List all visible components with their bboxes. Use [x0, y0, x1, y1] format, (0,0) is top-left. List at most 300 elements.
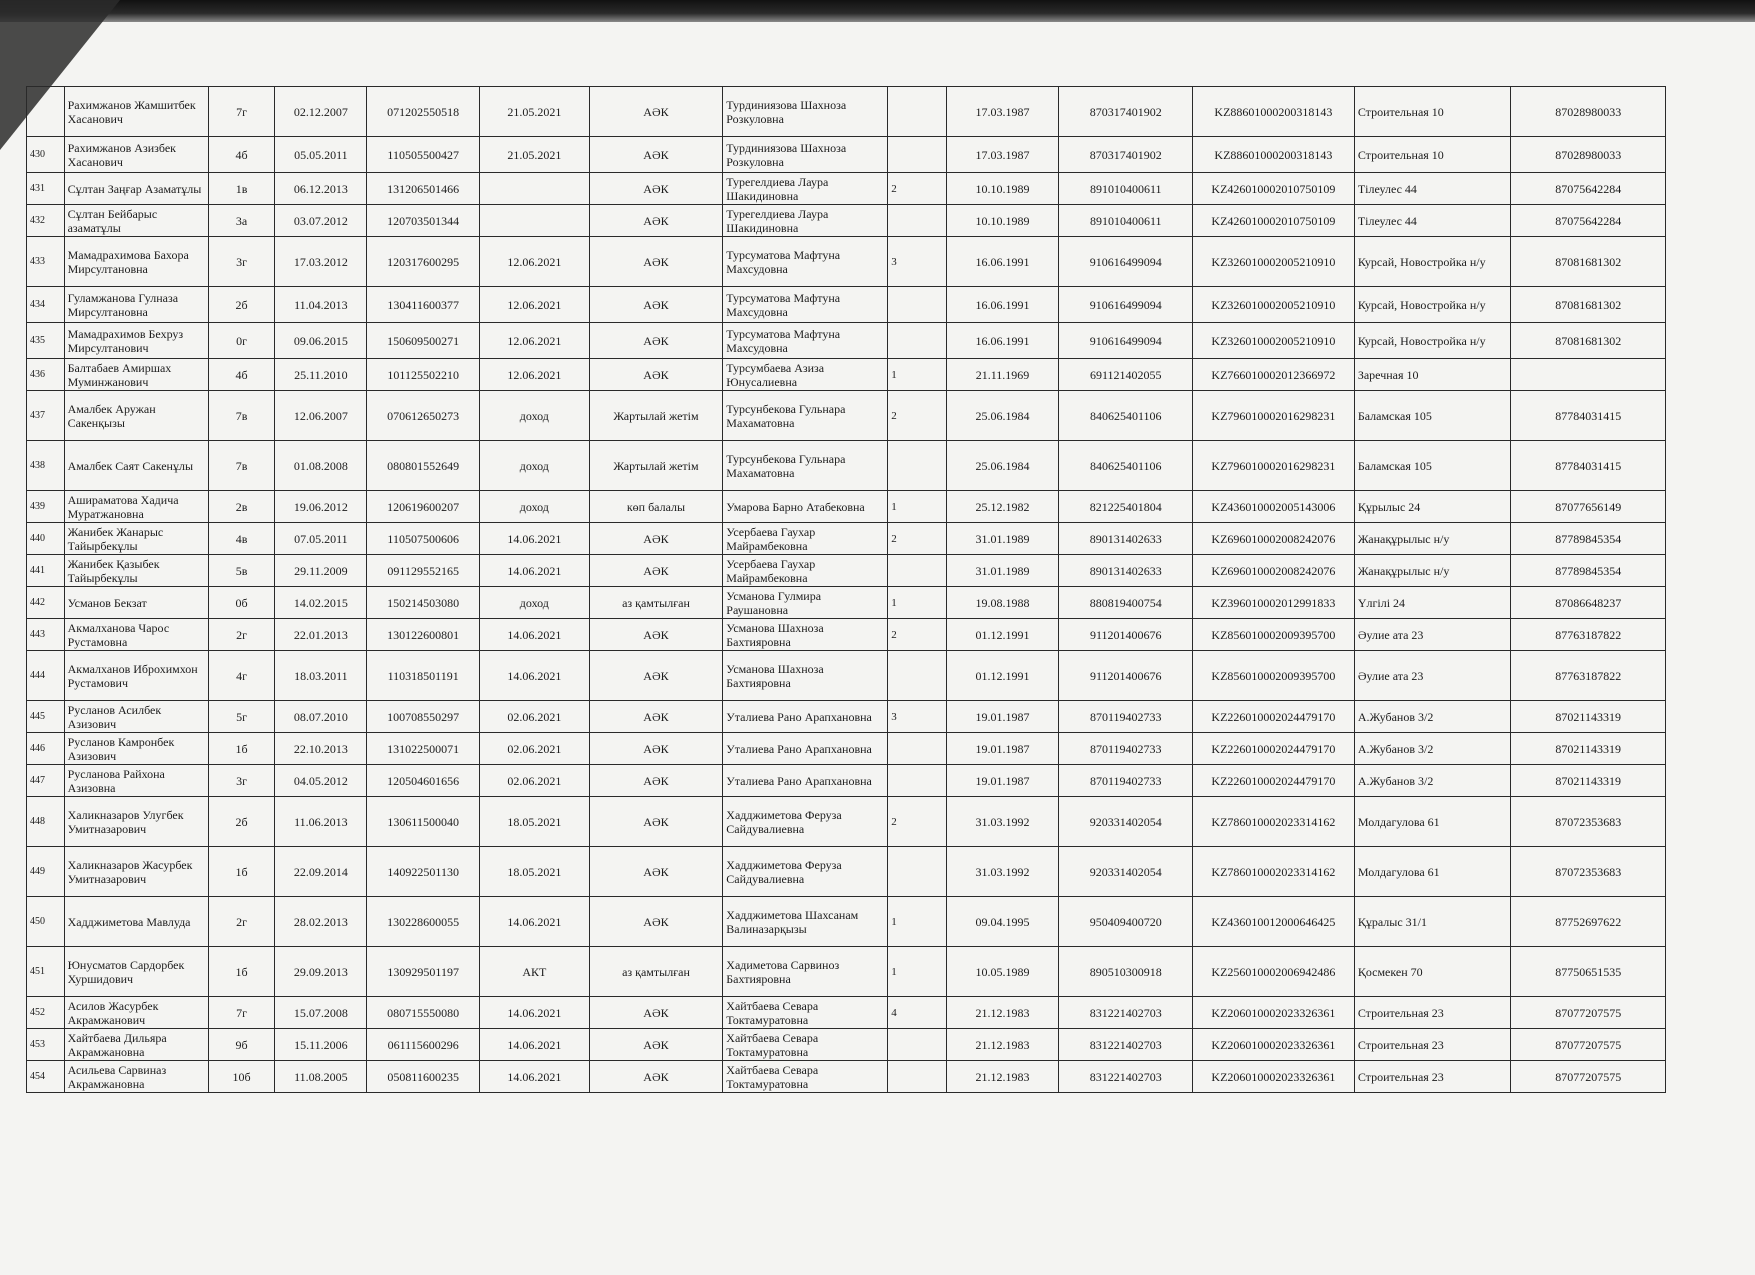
cell-iin: 130411600377	[367, 287, 480, 323]
cell-parent-dob: 01.12.1991	[946, 651, 1059, 701]
cell-address: Жанақұрылыс н/у	[1354, 523, 1511, 555]
cell-date	[480, 205, 590, 237]
cell-parent-dob: 21.11.1969	[946, 359, 1059, 391]
cell-grade: 2г	[208, 897, 275, 947]
cell-category: АӘК	[589, 555, 723, 587]
cell-kids: 3	[888, 237, 946, 287]
cell-num: 435	[27, 323, 65, 359]
cell-kids	[888, 555, 946, 587]
cell-name: Амалбек Саят Сакенұлы	[64, 441, 208, 491]
cell-parent: Уталиева Рано Арапхановна	[723, 733, 888, 765]
cell-name: Юнусматов Сардорбек Хуршидович	[64, 947, 208, 997]
cell-parent-iin: 890510300918	[1059, 947, 1193, 997]
cell-address: Курсай, Новостройка н/у	[1354, 287, 1511, 323]
cell-parent-iin: 870119402733	[1059, 701, 1193, 733]
cell-name: Рахимжанов Азизбек Хасанович	[64, 137, 208, 173]
cell-dob: 19.06.2012	[275, 491, 367, 523]
cell-kids	[888, 441, 946, 491]
cell-iin: 071202550518	[367, 87, 480, 137]
cell-date: доход	[480, 441, 590, 491]
cell-parent-iin: 911201400676	[1059, 619, 1193, 651]
cell-address: А.Жубанов 3/2	[1354, 765, 1511, 797]
cell-date: 02.06.2021	[480, 765, 590, 797]
cell-parent: Хайтбаева Севара Токтамуратовна	[723, 1061, 888, 1093]
cell-phone	[1511, 359, 1666, 391]
cell-iban: KZ696010002008242076	[1193, 555, 1355, 587]
cell-iin: 110505500427	[367, 137, 480, 173]
cell-category: АӘК	[589, 323, 723, 359]
cell-num: 445	[27, 701, 65, 733]
cell-category: АӘК	[589, 797, 723, 847]
cell-iban: KZ206010002023326361	[1193, 1029, 1355, 1061]
table-row	[27, 733, 1666, 765]
cell-parent: Хадджиметова Шахсанам Валиназарқызы	[723, 897, 888, 947]
cell-iban: KZ436010002005143006	[1193, 491, 1355, 523]
cell-category: АӘК	[589, 523, 723, 555]
cell-num: 442	[27, 587, 65, 619]
cell-kids	[888, 87, 946, 137]
cell-iin: 070612650273	[367, 391, 480, 441]
cell-parent-iin: 870317401902	[1059, 137, 1193, 173]
cell-date: 02.06.2021	[480, 733, 590, 765]
cell-parent-iin: 870317401902	[1059, 87, 1193, 137]
cell-parent: Турдиниязова Шахноза Розкуловна	[723, 87, 888, 137]
cell-parent-dob: 21.12.1983	[946, 1029, 1059, 1061]
cell-category: аз қамтылған	[589, 587, 723, 619]
cell-kids	[888, 137, 946, 173]
cell-grade: 3г	[208, 237, 275, 287]
cell-iban: KZ88601000200318143	[1193, 87, 1355, 137]
cell-parent: Турдиниязова Шахноза Розкуловна	[723, 137, 888, 173]
cell-dob: 01.08.2008	[275, 441, 367, 491]
cell-address: Әулие ата 23	[1354, 651, 1511, 701]
cell-date: доход	[480, 391, 590, 441]
cell-grade: 4в	[208, 523, 275, 555]
cell-parent-dob: 31.03.1992	[946, 847, 1059, 897]
cell-iin: 120619600207	[367, 491, 480, 523]
cell-kids: 2	[888, 619, 946, 651]
cell-address: А.Жубанов 3/2	[1354, 733, 1511, 765]
cell-num: 447	[27, 765, 65, 797]
cell-address: Строительная 10	[1354, 137, 1511, 173]
cell-category: АӘК	[589, 205, 723, 237]
table-row	[27, 87, 1666, 137]
cell-parent: Турсунбекова Гульнара Махаматовна	[723, 441, 888, 491]
cell-num: 444	[27, 651, 65, 701]
cell-address: Қосмекен 70	[1354, 947, 1511, 997]
cell-iin: 130611500040	[367, 797, 480, 847]
cell-category: АӘК	[589, 897, 723, 947]
cell-phone: 87784031415	[1511, 441, 1666, 491]
table-row	[27, 587, 1666, 619]
cell-parent: Усербаева Гаухар Майрамбековна	[723, 555, 888, 587]
cell-category: АӘК	[589, 701, 723, 733]
cell-parent-dob: 10.05.1989	[946, 947, 1059, 997]
cell-grade: 7в	[208, 391, 275, 441]
cell-parent-dob: 31.03.1992	[946, 797, 1059, 847]
cell-kids	[888, 1029, 946, 1061]
cell-iban: KZ856010002009395700	[1193, 651, 1355, 701]
cell-date: 14.06.2021	[480, 1061, 590, 1093]
cell-category: көп балалы	[589, 491, 723, 523]
cell-kids: 2	[888, 523, 946, 555]
cell-name: Русланова Райхона Азизовна	[64, 765, 208, 797]
cell-date: 12.06.2021	[480, 359, 590, 391]
cell-num	[27, 87, 65, 137]
cell-date: 18.05.2021	[480, 847, 590, 897]
cell-parent-iin: 891010400611	[1059, 173, 1193, 205]
cell-parent: Уталиева Рано Арапхановна	[723, 701, 888, 733]
cell-grade: 9б	[208, 1029, 275, 1061]
cell-parent: Хайтбаева Севара Токтамуратовна	[723, 997, 888, 1029]
cell-num: 448	[27, 797, 65, 847]
cell-parent-dob: 17.03.1987	[946, 137, 1059, 173]
cell-date: доход	[480, 491, 590, 523]
cell-phone: 87021143319	[1511, 733, 1666, 765]
cell-grade: 3а	[208, 205, 275, 237]
cell-parent-dob: 25.06.1984	[946, 441, 1059, 491]
cell-parent-iin: 891010400611	[1059, 205, 1193, 237]
cell-phone: 87081681302	[1511, 287, 1666, 323]
cell-num: 436	[27, 359, 65, 391]
cell-date: 14.06.2021	[480, 1029, 590, 1061]
cell-dob: 11.04.2013	[275, 287, 367, 323]
cell-dob: 15.11.2006	[275, 1029, 367, 1061]
cell-iin: 150214503080	[367, 587, 480, 619]
cell-category: АӘК	[589, 359, 723, 391]
cell-date: 12.06.2021	[480, 323, 590, 359]
cell-parent: Усербаева Гаухар Майрамбековна	[723, 523, 888, 555]
cell-phone: 87075642284	[1511, 205, 1666, 237]
cell-date: 14.06.2021	[480, 997, 590, 1029]
cell-date: 14.06.2021	[480, 651, 590, 701]
cell-address: Жанақұрылыс н/у	[1354, 555, 1511, 587]
cell-phone: 87081681302	[1511, 237, 1666, 287]
cell-category: АӘК	[589, 619, 723, 651]
cell-num: 440	[27, 523, 65, 555]
cell-parent-iin: 831221402703	[1059, 1061, 1193, 1093]
cell-iin: 150609500271	[367, 323, 480, 359]
cell-category: АӘК	[589, 1061, 723, 1093]
cell-kids: 2	[888, 391, 946, 441]
cell-dob: 07.05.2011	[275, 523, 367, 555]
table-row	[27, 173, 1666, 205]
cell-grade: 1б	[208, 847, 275, 897]
table-row	[27, 651, 1666, 701]
cell-date: 21.05.2021	[480, 87, 590, 137]
cell-parent-iin: 911201400676	[1059, 651, 1193, 701]
cell-grade: 1б	[208, 733, 275, 765]
cell-parent: Умарова Барно Атабековна	[723, 491, 888, 523]
cell-iin: 091129552165	[367, 555, 480, 587]
student-roster-table	[26, 86, 1666, 1093]
cell-phone: 87021143319	[1511, 765, 1666, 797]
cell-parent-iin: 831221402703	[1059, 1029, 1193, 1061]
cell-date: 14.06.2021	[480, 619, 590, 651]
cell-name: Асилов Жасурбек Акрамжанович	[64, 997, 208, 1029]
cell-phone: 87081681302	[1511, 323, 1666, 359]
scan-top-shadow	[0, 0, 1755, 22]
cell-kids: 2	[888, 797, 946, 847]
cell-name: Акмалханов Иброхимхон Рустамович	[64, 651, 208, 701]
cell-address: Заречная 10	[1354, 359, 1511, 391]
cell-iin: 130122600801	[367, 619, 480, 651]
cell-grade: 4б	[208, 137, 275, 173]
cell-grade: 2в	[208, 491, 275, 523]
cell-phone: 87077656149	[1511, 491, 1666, 523]
cell-kids	[888, 323, 946, 359]
cell-parent-iin: 950409400720	[1059, 897, 1193, 947]
cell-parent: Уталиева Рано Арапхановна	[723, 765, 888, 797]
cell-name: Халикназаров Улугбек Умитназарович	[64, 797, 208, 847]
cell-parent-dob: 16.06.1991	[946, 323, 1059, 359]
cell-phone: 87752697622	[1511, 897, 1666, 947]
cell-num: 430	[27, 137, 65, 173]
cell-kids: 1	[888, 947, 946, 997]
cell-phone: 87750651535	[1511, 947, 1666, 997]
cell-name: Асильева Сарвиназ Акрамжановна	[64, 1061, 208, 1093]
cell-iban: KZ206010002023326361	[1193, 997, 1355, 1029]
cell-kids	[888, 765, 946, 797]
cell-name: Халикназаров Жасурбек Умитназарович	[64, 847, 208, 897]
cell-grade: 2б	[208, 287, 275, 323]
cell-dob: 25.11.2010	[275, 359, 367, 391]
cell-date: 14.06.2021	[480, 897, 590, 947]
cell-category: Жартылай жетім	[589, 441, 723, 491]
cell-iin: 050811600235	[367, 1061, 480, 1093]
table-row	[27, 997, 1666, 1029]
cell-parent-dob: 31.01.1989	[946, 555, 1059, 587]
cell-address: Үлгілі 24	[1354, 587, 1511, 619]
cell-parent-dob: 19.01.1987	[946, 733, 1059, 765]
cell-name: Балтабаев Амиршах Муминжанович	[64, 359, 208, 391]
cell-dob: 11.06.2013	[275, 797, 367, 847]
cell-name: Акмалханова Чарос Рустамовна	[64, 619, 208, 651]
cell-parent-iin: 880819400754	[1059, 587, 1193, 619]
cell-address: Молдагулова 61	[1354, 797, 1511, 847]
cell-grade: 5в	[208, 555, 275, 587]
cell-iban: KZ696010002008242076	[1193, 523, 1355, 555]
cell-phone: 87028980033	[1511, 87, 1666, 137]
cell-iin: 131022500071	[367, 733, 480, 765]
table-row	[27, 323, 1666, 359]
cell-date: 12.06.2021	[480, 287, 590, 323]
cell-kids	[888, 847, 946, 897]
cell-dob: 12.06.2007	[275, 391, 367, 441]
cell-parent-dob: 21.12.1983	[946, 1061, 1059, 1093]
table-row	[27, 1029, 1666, 1061]
cell-dob: 15.07.2008	[275, 997, 367, 1029]
cell-iin: 120317600295	[367, 237, 480, 287]
table-row	[27, 491, 1666, 523]
cell-iban: KZ766010002012366972	[1193, 359, 1355, 391]
cell-iban: KZ226010002024479170	[1193, 765, 1355, 797]
cell-category: АӘК	[589, 237, 723, 287]
cell-date: 12.06.2021	[480, 237, 590, 287]
cell-kids	[888, 1061, 946, 1093]
table-row	[27, 555, 1666, 587]
cell-parent-dob: 16.06.1991	[946, 237, 1059, 287]
cell-name: Усманов Бекзат	[64, 587, 208, 619]
cell-parent: Турсуматова Мафтуна Махсудовна	[723, 287, 888, 323]
cell-num: 432	[27, 205, 65, 237]
cell-parent-iin: 870119402733	[1059, 733, 1193, 765]
table-row	[27, 441, 1666, 491]
cell-address: Строительная 23	[1354, 1029, 1511, 1061]
cell-parent: Усманова Шахноза Бахтияровна	[723, 619, 888, 651]
cell-category: аз қамтылған	[589, 947, 723, 997]
cell-iin: 120504601656	[367, 765, 480, 797]
cell-num: 449	[27, 847, 65, 897]
cell-dob: 14.02.2015	[275, 587, 367, 619]
table-row	[27, 797, 1666, 847]
cell-grade: 0б	[208, 587, 275, 619]
cell-iban: KZ256010002006942486	[1193, 947, 1355, 997]
cell-dob: 18.03.2011	[275, 651, 367, 701]
cell-category: АӘК	[589, 651, 723, 701]
cell-num: 434	[27, 287, 65, 323]
cell-parent: Турсуматова Мафтуна Махсудовна	[723, 323, 888, 359]
cell-parent-dob: 19.01.1987	[946, 765, 1059, 797]
cell-dob: 05.05.2011	[275, 137, 367, 173]
cell-name: Хайтбаева Дильяра Акрамжановна	[64, 1029, 208, 1061]
cell-phone: 87072353683	[1511, 847, 1666, 897]
cell-iban: KZ426010002010750109	[1193, 205, 1355, 237]
cell-name: Хадджиметова Мавлуда	[64, 897, 208, 947]
cell-phone: 87763187822	[1511, 651, 1666, 701]
cell-grade: 7г	[208, 997, 275, 1029]
cell-dob: 29.09.2013	[275, 947, 367, 997]
cell-num: 431	[27, 173, 65, 205]
table-row	[27, 947, 1666, 997]
cell-parent-iin: 831221402703	[1059, 997, 1193, 1029]
cell-num: 451	[27, 947, 65, 997]
cell-address: Тілеулес 44	[1354, 205, 1511, 237]
cell-iin: 120703501344	[367, 205, 480, 237]
cell-iin: 130929501197	[367, 947, 480, 997]
cell-kids: 3	[888, 701, 946, 733]
cell-iban: KZ786010002023314162	[1193, 847, 1355, 897]
cell-iban: KZ206010002023326361	[1193, 1061, 1355, 1093]
cell-iban: KZ226010002024479170	[1193, 733, 1355, 765]
cell-parent-dob: 19.08.1988	[946, 587, 1059, 619]
cell-kids: 2	[888, 173, 946, 205]
cell-num: 441	[27, 555, 65, 587]
cell-category: АӘК	[589, 997, 723, 1029]
cell-dob: 22.01.2013	[275, 619, 367, 651]
cell-parent-dob: 19.01.1987	[946, 701, 1059, 733]
cell-grade: 10б	[208, 1061, 275, 1093]
table-row	[27, 523, 1666, 555]
cell-parent: Турсуматова Мафтуна Махсудовна	[723, 237, 888, 287]
cell-date: доход	[480, 587, 590, 619]
cell-parent-iin: 870119402733	[1059, 765, 1193, 797]
cell-iin: 080715550080	[367, 997, 480, 1029]
cell-date: 18.05.2021	[480, 797, 590, 847]
cell-parent-dob: 31.01.1989	[946, 523, 1059, 555]
cell-grade: 7в	[208, 441, 275, 491]
table-row	[27, 391, 1666, 441]
cell-phone: 87028980033	[1511, 137, 1666, 173]
cell-kids	[888, 651, 946, 701]
cell-parent-iin: 910616499094	[1059, 323, 1193, 359]
cell-category: АӘК	[589, 173, 723, 205]
cell-category: АӘК	[589, 847, 723, 897]
cell-address: Баламская 105	[1354, 391, 1511, 441]
cell-parent: Турсумбаева Азиза Юнусалиевна	[723, 359, 888, 391]
cell-grade: 4г	[208, 651, 275, 701]
cell-parent-dob: 09.04.1995	[946, 897, 1059, 947]
cell-parent: Усманова Гулмира Раушановна	[723, 587, 888, 619]
cell-phone: 87021143319	[1511, 701, 1666, 733]
cell-date: 14.06.2021	[480, 523, 590, 555]
cell-parent-dob: 01.12.1991	[946, 619, 1059, 651]
cell-address: Әулие ата 23	[1354, 619, 1511, 651]
cell-phone: 87077207575	[1511, 1029, 1666, 1061]
cell-num: 437	[27, 391, 65, 441]
cell-address: Баламская 105	[1354, 441, 1511, 491]
cell-num: 450	[27, 897, 65, 947]
cell-address: А.Жубанов 3/2	[1354, 701, 1511, 733]
table-row	[27, 237, 1666, 287]
cell-kids: 1	[888, 587, 946, 619]
cell-name: Амалбек Аружан Сакенқызы	[64, 391, 208, 441]
cell-grade: 3г	[208, 765, 275, 797]
cell-parent: Усманова Шахноза Бахтияровна	[723, 651, 888, 701]
scanned-sheet	[26, 86, 1666, 1093]
cell-grade: 1в	[208, 173, 275, 205]
cell-dob: 04.05.2012	[275, 765, 367, 797]
cell-grade: 7г	[208, 87, 275, 137]
cell-dob: 17.03.2012	[275, 237, 367, 287]
cell-iin: 140922501130	[367, 847, 480, 897]
cell-category: АӘК	[589, 137, 723, 173]
cell-num: 454	[27, 1061, 65, 1093]
cell-phone: 87077207575	[1511, 1061, 1666, 1093]
table-row	[27, 359, 1666, 391]
cell-dob: 28.02.2013	[275, 897, 367, 947]
table-row	[27, 897, 1666, 947]
cell-iban: KZ326010002005210910	[1193, 287, 1355, 323]
table-row	[27, 701, 1666, 733]
cell-address: Строительная 10	[1354, 87, 1511, 137]
cell-dob: 11.08.2005	[275, 1061, 367, 1093]
cell-category: АӘК	[589, 1029, 723, 1061]
cell-address: Курсай, Новостройка н/у	[1354, 237, 1511, 287]
cell-grade: 5г	[208, 701, 275, 733]
cell-dob: 06.12.2013	[275, 173, 367, 205]
table-row	[27, 1061, 1666, 1093]
cell-name: Мамадрахимова Бахора Мирсултановна	[64, 237, 208, 287]
cell-grade: 2б	[208, 797, 275, 847]
cell-iin: 101125502210	[367, 359, 480, 391]
table-row	[27, 619, 1666, 651]
cell-date: 14.06.2021	[480, 555, 590, 587]
cell-parent-iin: 821225401804	[1059, 491, 1193, 523]
cell-parent-iin: 910616499094	[1059, 237, 1193, 287]
cell-iban: KZ226010002024479170	[1193, 701, 1355, 733]
cell-grade: 0г	[208, 323, 275, 359]
cell-num: 452	[27, 997, 65, 1029]
cell-parent-iin: 920331402054	[1059, 797, 1193, 847]
cell-parent-iin: 920331402054	[1059, 847, 1193, 897]
cell-dob: 09.06.2015	[275, 323, 367, 359]
cell-date: 02.06.2021	[480, 701, 590, 733]
cell-parent-dob: 25.06.1984	[946, 391, 1059, 441]
cell-parent-dob: 17.03.1987	[946, 87, 1059, 137]
cell-dob: 08.07.2010	[275, 701, 367, 733]
cell-dob: 29.11.2009	[275, 555, 367, 587]
